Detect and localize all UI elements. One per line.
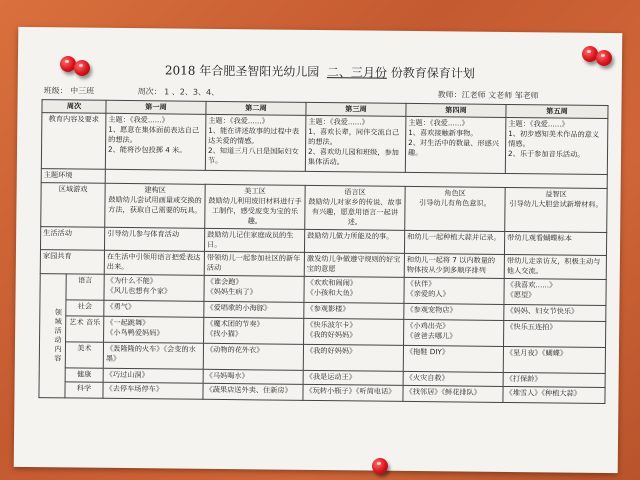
subject-cell: 《堆雪人》《种植大蒜》 bbox=[503, 386, 605, 403]
subject-cell: 《我的好妈妈》 bbox=[303, 344, 403, 371]
push-pin-icon bbox=[74, 60, 90, 76]
home-label: 家园共育 bbox=[40, 250, 104, 275]
subject-name: 音乐 bbox=[85, 317, 101, 327]
goals-cell: 主题：《我爱......》 1、愿意在集体面前表达自己的想法。 2、能将沙包投掷 4 米。 bbox=[105, 113, 206, 170]
subject-label: 科学 bbox=[65, 382, 103, 398]
subject-cell: 《去停车场停车》 bbox=[103, 382, 203, 399]
goals-cell: 主题：《我爱......》 1、能在讲述故事的过程中表达关爱的情感。 2、知道三月八日是国际妇女节。 bbox=[205, 114, 306, 171]
life-cell: 引导幼儿参与体育活动 bbox=[105, 227, 205, 251]
arts-label: 艺术 bbox=[69, 317, 84, 327]
goals-row bbox=[41, 113, 608, 175]
header-week-2: 第二周 bbox=[206, 101, 306, 115]
subject-cell: 《一起跳舞》 《小鸟鸭爱妈妈》 bbox=[104, 316, 204, 343]
header-week-3: 第三周 bbox=[306, 102, 406, 116]
subject-label: 健康 bbox=[65, 368, 103, 382]
subject-cell: 《欢欢和闹闹》 《小孩和大鱼》 bbox=[304, 276, 404, 303]
subject-cell: 《蔬果店送外卖、住新房》 bbox=[203, 383, 303, 400]
subject-cell: 《马妈喝水》 bbox=[203, 369, 303, 384]
home-cell: 带幼儿走亲访友，积极主动与他人交流。 bbox=[504, 254, 606, 279]
subject-label: 社会 bbox=[66, 300, 104, 316]
plan-table bbox=[38, 99, 608, 404]
areas-cell: 建构区 鼓励幼儿尝试用画量或交换的方法，获取自己需要的玩具。 bbox=[105, 183, 205, 228]
header-week-5: 第五周 bbox=[506, 104, 608, 118]
areas-cell: 语言区 鼓励幼儿对家乡的传说、故事有兴趣，愿意用语言一起讲述。 bbox=[305, 185, 405, 230]
subject-cell: 《拖鞋 DIY》 bbox=[403, 345, 503, 372]
push-pin-icon bbox=[596, 50, 612, 66]
subject-cell: 《巧过山洞》 bbox=[103, 368, 203, 383]
life-cell: 和幼儿一起种植大蒜并记录。 bbox=[404, 230, 504, 254]
areas-cell: 角色区 引导幼儿有角色意识。 bbox=[405, 186, 505, 231]
teachers-label: 教师：江老师 文老师 邹老师 bbox=[437, 90, 539, 101]
subject-cell: 《谁会跑》 《妈妈生病了》 bbox=[204, 275, 304, 302]
plan-sheet bbox=[14, 27, 623, 473]
life-label: 生活活动 bbox=[40, 227, 104, 251]
subject-cell: 《我是运动王》 bbox=[303, 370, 403, 385]
env-label: 主题环境 bbox=[41, 169, 105, 184]
domain-label: 领域活动内容 bbox=[39, 274, 66, 398]
home-cell: 和幼儿一起将 7 以内数量的物体按从少到多顺序排列 bbox=[404, 253, 504, 278]
subject-label bbox=[66, 316, 104, 342]
life-cell: 鼓励幼儿记住家庭成员的生日。 bbox=[204, 228, 304, 252]
class-label: 班级： 中三班 bbox=[43, 86, 95, 96]
push-pin-icon bbox=[372, 458, 388, 474]
subject-cell: 《找邻居》《鲜花排队》 bbox=[403, 385, 503, 402]
weeks-label: 周次： 1 、2、3、4、 bbox=[137, 87, 220, 97]
subject-label: 美术 bbox=[65, 342, 103, 368]
home-cell: 带领幼儿一起参加社区的新年活动 bbox=[204, 251, 304, 276]
page-title: 2018 年合肥圣智阳光幼儿园 二、三月份 份教育保育计划 bbox=[164, 63, 475, 81]
subject-cell: 《火灾自救》 bbox=[403, 371, 503, 386]
subject-cell: 《魔术团的节奏》 《找小猫》 bbox=[204, 317, 304, 344]
subject-cell: 《爱唱歌的小海豚》 bbox=[204, 301, 304, 318]
home-cell: 激发幼儿争做遵守规则的好宝宝的意愿 bbox=[304, 252, 404, 277]
subject-cell: 《星月夜》《蝴蝶》 bbox=[503, 346, 605, 373]
goals-label: 教育内容及要求 bbox=[41, 113, 106, 170]
subject-cell: 《动物的花外衣》 bbox=[203, 343, 303, 370]
subject-cell: 《快乐五连拍》 bbox=[504, 320, 606, 347]
subject-cell: 《玩转小瓶子》《听简电话》 bbox=[303, 384, 403, 401]
home-cell: 在生活中引领用语言把爱表达出来。 bbox=[104, 250, 204, 275]
subject-cell: 《为什么不能》 《风儿也想有个家》 bbox=[104, 274, 204, 301]
title-month: 二、三月份 bbox=[326, 65, 388, 80]
life-cell: 带幼儿观看蝴蝶标本 bbox=[504, 231, 606, 255]
subject-cell: 《我喜欢......》 《愿望》 bbox=[504, 278, 606, 305]
subject-cell: 《轰隆隆的火车》《会变的水墨》 bbox=[103, 342, 203, 369]
goals-cell: 主题：《我爱......》 1、喜欢接触新事物。 2、对生活中的数量、形感兴趣。 bbox=[405, 116, 506, 173]
areas-cell: 益智区 引导幼儿大胆尝试新增材料。 bbox=[505, 187, 607, 232]
subject-cell: 《快乐波尔卡》 《我的好妈妈》 bbox=[304, 318, 404, 345]
areas-cell: 美工区 鼓励幼儿利用废旧材料进行手工制作，感受废变为宝的乐趣。 bbox=[205, 184, 305, 229]
subject-cell: 《伙伴》 《亲爱的人》 bbox=[404, 277, 504, 304]
goals-cell: 主题：《我爱......》 1、喜欢长辈，同伴交流自己的想法。 2、喜欢幼儿园和班级，参加集体活动。 bbox=[305, 115, 406, 172]
subject-cell: 《妈妈、妇女节快乐》 bbox=[504, 304, 606, 321]
goals-cell: 主题：《我爱......》 1、初步感知美术作品的意义情感。 2、乐于参加音乐活动。 bbox=[505, 117, 608, 174]
subject-cell: 《勇气》 bbox=[104, 300, 204, 317]
life-cell: 鼓励幼儿做力所能及的事。 bbox=[304, 229, 404, 253]
subject-cell: 《参观影楼》 bbox=[304, 302, 404, 319]
areas-row bbox=[41, 183, 607, 233]
subject-cell: 《小鸡出壳》 《爸爸去哪儿》 bbox=[404, 319, 504, 346]
areas-label: 区域游戏 bbox=[41, 183, 105, 228]
header-week-4: 第四周 bbox=[406, 103, 506, 117]
subject-cell: 《打保龄》 bbox=[503, 372, 605, 387]
subject-cell: 《参观宠物店》 bbox=[404, 303, 504, 320]
header-week-label: 周次 bbox=[42, 100, 106, 114]
subject-label: 语言 bbox=[66, 274, 104, 300]
header-week-1: 第一周 bbox=[106, 100, 206, 114]
